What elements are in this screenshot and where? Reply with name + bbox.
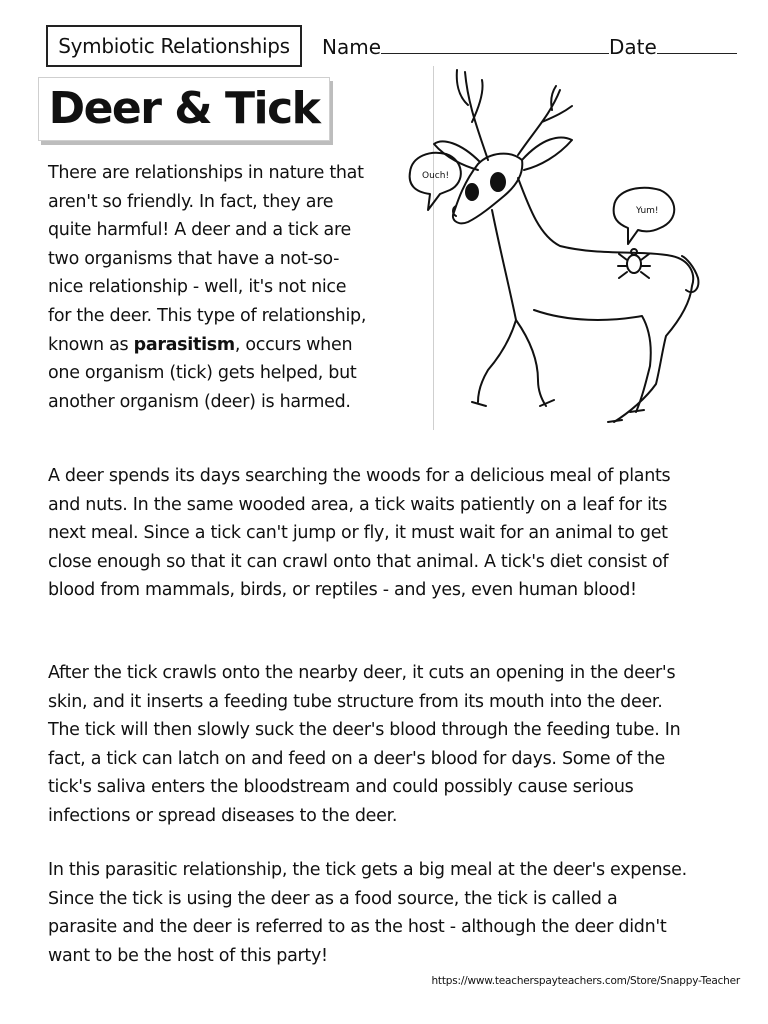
deer-speech-text: Ouch! [422, 171, 450, 181]
right-ear [522, 137, 572, 170]
right-antler [518, 86, 572, 155]
source-url: https://www.teacherspayteachers.com/Store/Snappy-Teacher [431, 975, 740, 987]
deer-belly [534, 310, 651, 412]
name-blank [381, 35, 609, 54]
page-title: Deer & Tick [38, 77, 330, 141]
name-date-line [322, 34, 742, 60]
tick-speech-text: Yum! [636, 206, 659, 216]
intro-bold-term: parasitism [133, 334, 235, 355]
deer-eye-right [491, 173, 505, 191]
body-paragraph-3: In this parasitic relationship, the tick gets a big meal at the deer's expense. Since the tick is using the deer as a food source, the tick is called a parasite and the deer is referred to as the host - although the deer didn't want to be the host of this party! [48, 860, 687, 966]
body-paragraph-2: After the tick crawls onto the nearby deer, it cuts an opening in the deer's skin, and it inserts a feeding tube structure from its mouth into the deer. The tick will then slowly suck the deer's blood through the feeding tube. In fact, a tick can latch on and feed on a deer's blood for days. Some of the tick's saliva enters the bloodstream and could possibly cause serious infections or spread diseases to the deer. [48, 663, 681, 826]
date-label: Date [609, 35, 657, 59]
intro-text-after: , occurs when one organism (tick) gets helped, but another organism (deer) is harmed. [48, 334, 357, 412]
deer-eye-left [466, 184, 478, 200]
date-blank [657, 35, 737, 54]
topic-label: Symbiotic Relationships [46, 25, 302, 67]
intro-text-before: There are relationships in nature that aren't so friendly. In fact, they are quite harmful! A deer and a tick are two organisms that have a not-so-nice relationship - well, it's not nice for the deer. This type of relationship, known as [48, 163, 367, 355]
deer-body [518, 178, 698, 422]
deer-chest [478, 210, 546, 406]
deer-tick-illustration [360, 60, 720, 432]
intro-paragraph [48, 159, 370, 416]
name-label: Name [322, 35, 382, 59]
body-paragraph-1: A deer spends its days searching the woods for a delicious meal of plants and nuts. In the same wooded area, a tick waits patiently on a leaf for its next meal. Since a tick can't jump or fly, it must wait for an animal to get close enough so that it can crawl onto that animal. A tick's diet consist of blood from mammals, birds, or reptiles - and yes, even human blood! [48, 466, 671, 600]
left-ear [434, 141, 480, 170]
deer-speech-bubble [410, 153, 461, 210]
